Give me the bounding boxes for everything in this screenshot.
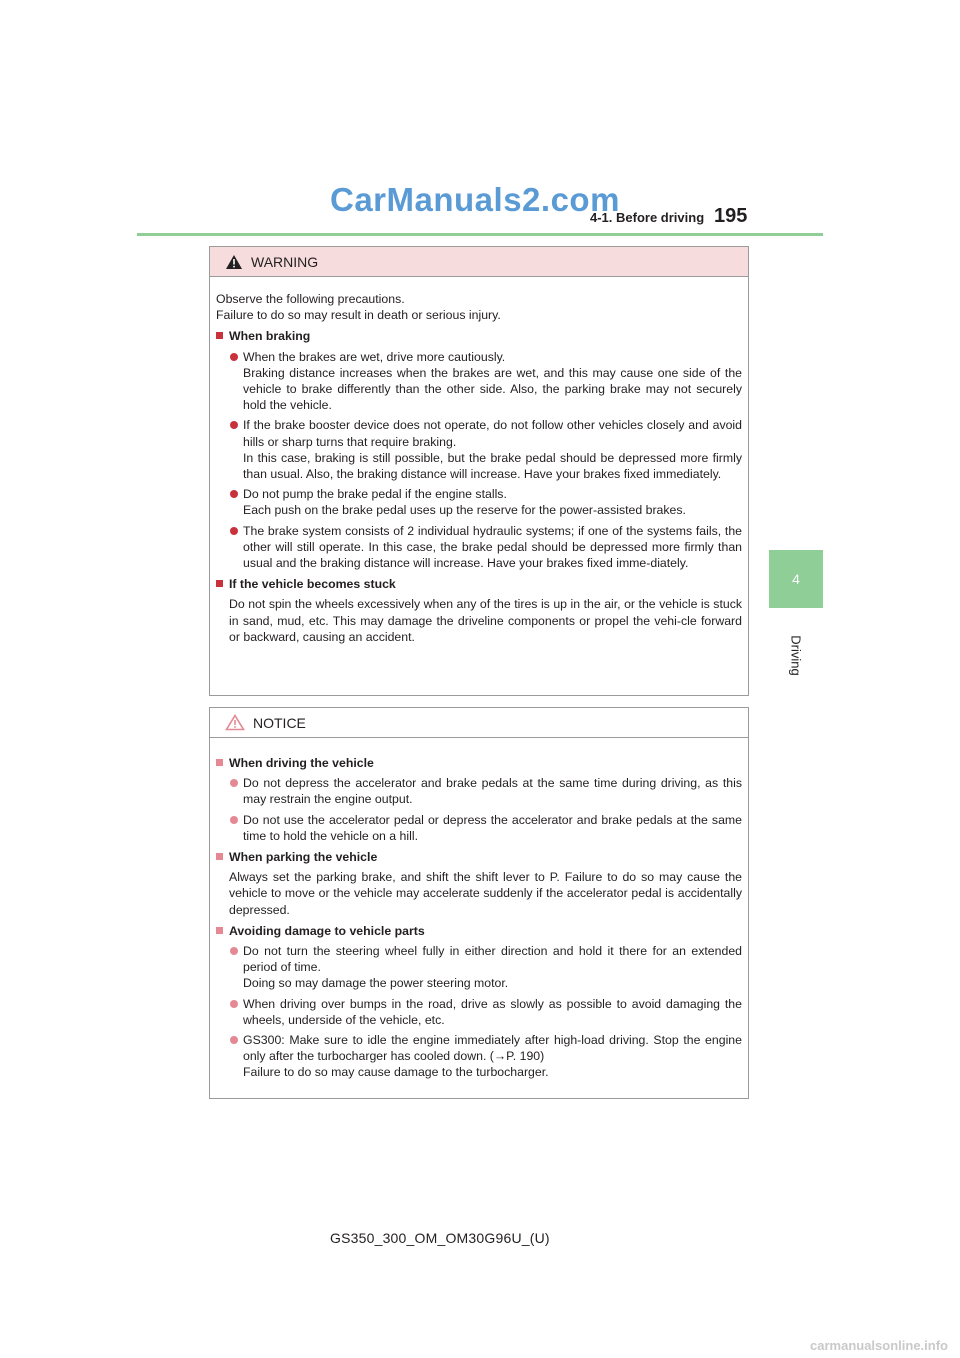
warning-title: WARNING: [251, 253, 319, 270]
notice-parking-text: Always set the parking brake, and shift the shift lever to P. Failure to do so may cause the vehicle to move or the vehicle may accelerate suddenly if the accelerator pedal is accidentally depressed.: [229, 870, 742, 917]
warning-intro-2: Failure to do so may result in death or serious injury.: [216, 308, 501, 323]
square-bullet-icon: [216, 759, 223, 766]
chapter-label: [766, 620, 826, 690]
list-item: When the brakes are wet, drive more cautiously. Braking distance increases when the brakes are wet, and this may cause one side of the vehicle to brake differently than the other side. Also, the parking brake may not securely hold the vehicle.: [216, 349, 742, 414]
warning-intro-1: Observe the following precautions.: [216, 292, 405, 306]
page-number: 195: [714, 205, 748, 227]
round-bullet-icon: [230, 947, 238, 955]
warning-stuck-text: Do not spin the wheels excessively when any of the tires is up in the air, or the vehicle is stuck in sand, mud, etc. This may damage the driveline components or propel the vehi-cle forward or backward, causing an accident.: [229, 597, 742, 644]
notice-heading-driving: When driving the vehicle: [216, 755, 742, 771]
list-item: Do not pump the brake pedal if the engine stalls. Each push on the brake pedal uses up the reserve for the power-assisted brakes.: [216, 486, 742, 518]
square-bullet-icon: [216, 580, 223, 587]
square-bullet-icon: [216, 927, 223, 934]
header-rule: [137, 233, 823, 236]
square-bullet-icon: [216, 853, 223, 860]
notice-title: NOTICE: [253, 714, 306, 731]
list-item: If the brake booster device does not operate, do not follow other vehicles closely and avoid hills or sharp turns that require braking. In this case, braking is still possible, but the brake pedal should be depressed more firmly than usual. Also, the braking distance will increase. Have your brakes fixed immediately.: [216, 417, 742, 482]
round-bullet-icon: [230, 1036, 238, 1044]
round-bullet-icon: [230, 353, 238, 361]
notice-body: [210, 738, 748, 1081]
warning-triangle-icon: [225, 254, 243, 270]
round-bullet-icon: [230, 779, 238, 787]
chapter-number: 4: [792, 571, 800, 587]
warning-heading-braking: When braking: [216, 328, 742, 344]
warning-body: [210, 277, 748, 645]
watermark-footer: carmanualsonline.info: [810, 1338, 948, 1353]
list-item: GS300: Make sure to idle the engine immediately after high-load driving. Stop the engine only after the turbocharger has cooled down. (→P. 190) Failure to do so may cause damage to the turbocharger.: [216, 1032, 742, 1081]
watermark-logo: CarManuals2.com: [330, 181, 620, 218]
warning-box: [209, 246, 749, 696]
list-item: Do not turn the steering wheel fully in either direction and hold it there for an extended period of time. Doing so may damage the power steering motor.: [216, 943, 742, 992]
list-item: Do not use the accelerator pedal or depress the accelerator and brake pedals at the same time to hold the vehicle on a hill.: [216, 812, 742, 844]
document-code: GS350_300_OM_OM30G96U_(U): [330, 1230, 550, 1246]
square-bullet-icon: [216, 332, 223, 339]
notice-heading-parts: Avoiding damage to vehicle parts: [216, 923, 742, 939]
warning-header: [210, 247, 748, 277]
notice-heading-parking: When parking the vehicle: [216, 849, 742, 865]
list-item: When driving over bumps in the road, drive as slowly as possible to avoid damaging the wheels, underside of the vehicle, etc.: [216, 996, 742, 1028]
notice-box: [209, 707, 749, 1099]
chapter-label-text: Driving: [788, 634, 804, 676]
section-title: 4-1. Before driving: [590, 210, 705, 225]
chapter-tab: [769, 550, 823, 608]
warning-heading-stuck: If the vehicle becomes stuck: [216, 576, 742, 592]
round-bullet-icon: [230, 421, 238, 429]
notice-header: [210, 708, 748, 738]
notice-triangle-icon: [225, 714, 245, 731]
round-bullet-icon: [230, 527, 238, 535]
list-item: Do not depress the accelerator and brake pedals at the same time during driving, as this may restrain the engine output.: [216, 775, 742, 807]
round-bullet-icon: [230, 1000, 238, 1008]
round-bullet-icon: [230, 490, 238, 498]
list-item: The brake system consists of 2 individual hydraulic systems; if one of the systems fails, the other will still operate. In this case, the brake pedal should be depressed more firmly than usual and the braking distance will increase. Have your brakes fixed imme-diately.: [216, 523, 742, 572]
round-bullet-icon: [230, 816, 238, 824]
